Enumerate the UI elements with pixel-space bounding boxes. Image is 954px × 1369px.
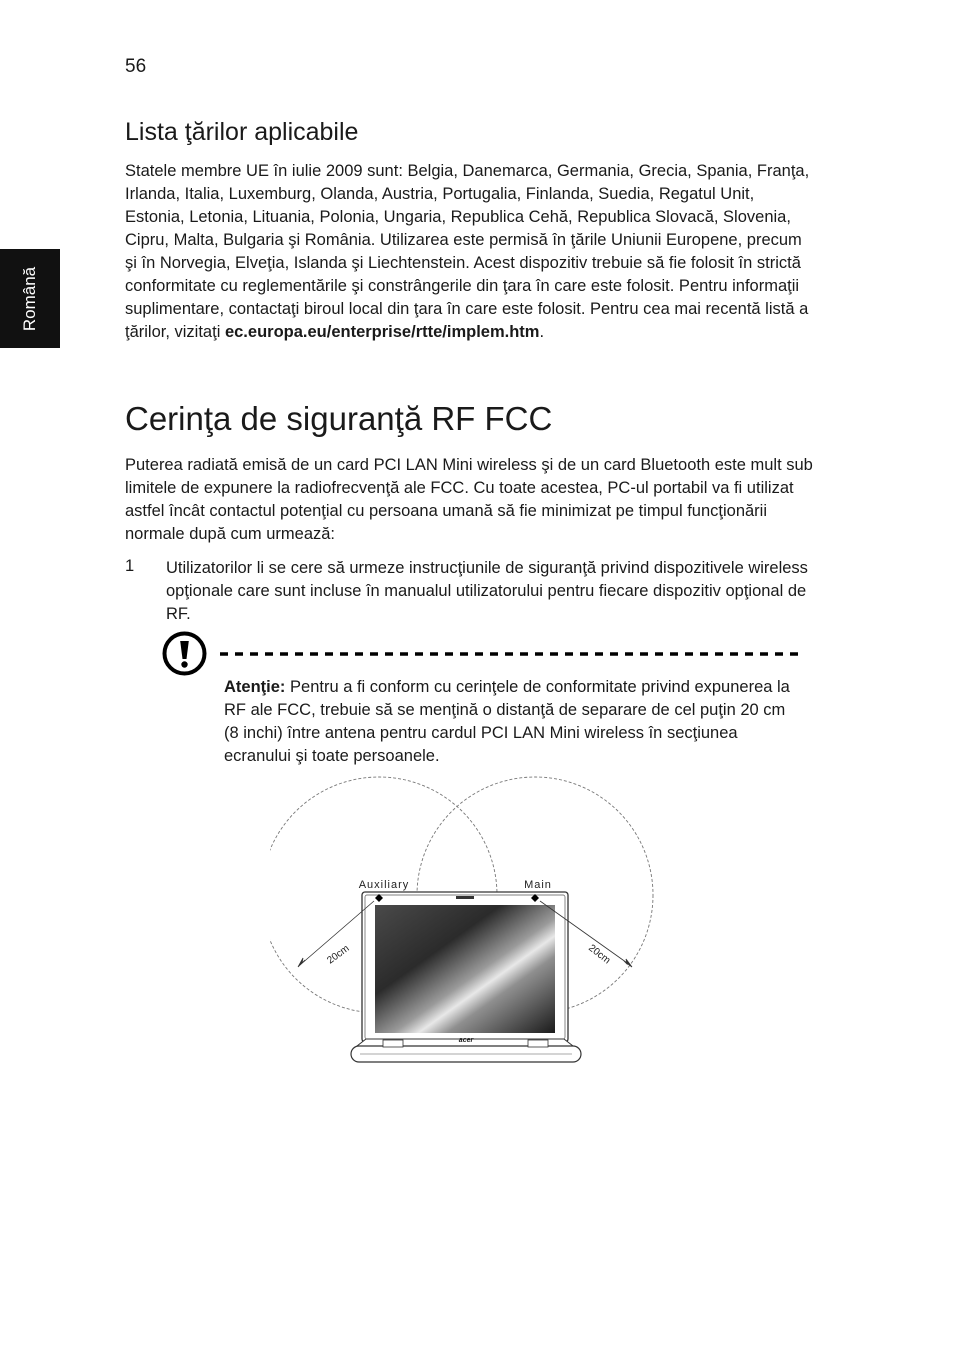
auxiliary-label: Auxiliary bbox=[358, 879, 410, 891]
right-distance-label: 20cm bbox=[586, 942, 613, 967]
page-number: 56 bbox=[125, 56, 147, 77]
rf-paragraph: Puterea radiată emisă de un card PCI LAN Mini wireless şi de un card Bluetooth este mult sub limitele de expunere la radiofrecvenţă ale FCC. Cu toate acestea, PC-ul portabil va fi utilizat astfel încât contactul potenţial cu persoana umană să fie minimizat pe timpul funcţionării normale după cum urmează: bbox=[125, 456, 813, 543]
laptop-illustration bbox=[351, 892, 581, 1062]
eu-link[interactable]: ec.europa.eu/enterprise/rtte/implem.htm bbox=[224, 323, 540, 341]
countries-paragraph bbox=[125, 160, 815, 344]
list-item-number: 1 bbox=[125, 557, 135, 575]
exclamation-circle-icon bbox=[161, 630, 208, 677]
section-heading-rf: Cerinţa de siguranţă RF FCC bbox=[125, 400, 553, 437]
list-item-text: Utilizatorilor li se cere să urmeze instrucţiunile de siguranţă privind dispozitivele wireless opţionale care sunt incluse în manualul utilizatorului pentru fiecare dispozitiv opţional de RF. bbox=[166, 559, 808, 623]
countries-end: . bbox=[539, 323, 545, 341]
language-label: Română bbox=[20, 266, 39, 331]
warning-divider bbox=[220, 652, 805, 656]
warning-note bbox=[224, 676, 794, 768]
countries-body: Statele membre UE în iulie 2009 sunt: Belgia, Danemarca, Germania, Grecia, Spania, Franţa, Irlanda, Italia, Luxemburg, Olanda, Austria, Portugalia, Finlanda, Suedia, Regatul Unit, Estonia, Letonia, Lituania, Polonia, Ungaria, Republica Cehă, Republica Slovacă, Slovenia, Cipru, Malta, Bulgaria şi România. Utilizarea este permisă în ţările Uniunii Europene, precum şi în Norvegia, Elveţia, Islanda şi Liechtenstein. Acest dispozitiv trebuie să fie folosit în strictă conformitate cu reglementările şi constrângerile din ţara în care este folosit. Pentru informaţii suplimentare, contactaţi biroul local din ţara în care este folosit. Pentru cea mai recentă listă a ţărilor, vizitaţi bbox=[125, 162, 810, 341]
laptop-antenna-diagram bbox=[270, 775, 670, 1070]
warning-label: Atenţie: bbox=[224, 678, 286, 696]
language-side-tab bbox=[0, 249, 60, 348]
section-heading-countries: Lista ţărilor aplicabile bbox=[125, 118, 359, 146]
logo-text: acer bbox=[458, 1037, 474, 1044]
left-distance-label: 20cm bbox=[325, 943, 352, 967]
warning-text: Pentru a fi conform cu cerinţele de conformitate privind expunerea la RF ale FCC, trebuie să se menţină o distanţă de separare de cel puţin 20 cm (8 inchi) între antena pentru cardul PCI LAN Mini wireless în secţiunea ecranului şi toate persoanele. bbox=[224, 678, 790, 765]
main-label: Main bbox=[524, 879, 552, 891]
